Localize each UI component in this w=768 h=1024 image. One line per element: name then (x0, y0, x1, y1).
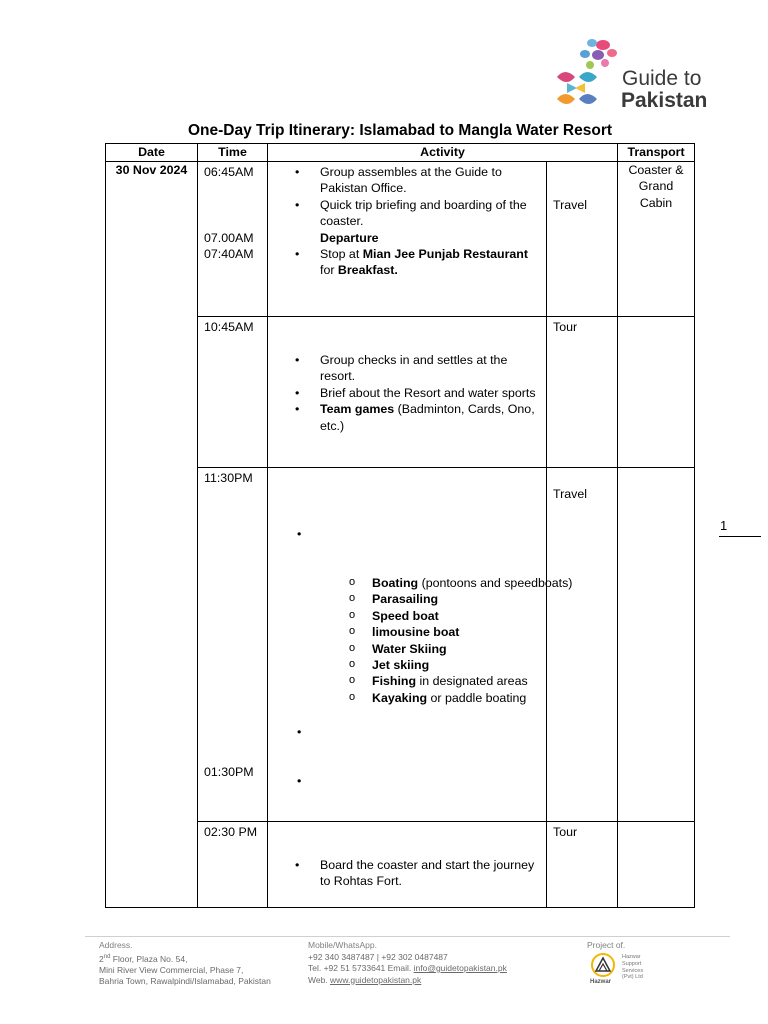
activity-item (372, 690, 622, 706)
activity-detail: or paddle boating (427, 690, 527, 705)
hazwar-emblem-icon (588, 952, 618, 980)
project-heading: Project of. (587, 940, 626, 950)
time-value: 10:45AM (204, 320, 254, 334)
hazwar-text-line: Services (622, 967, 644, 974)
activity-name: Boating (372, 576, 419, 590)
hazwar-name: Hazwar (590, 979, 612, 985)
activity-item (320, 246, 540, 279)
tel-email-line (308, 963, 507, 975)
restaurant-name: Mian Jee Punjab Restaurant (362, 247, 528, 262)
floor-rest: Floor, Plaza No. 54, (110, 953, 188, 964)
footer-divider (85, 936, 730, 937)
activity-item (372, 624, 622, 640)
time-value: 02:30 PM (204, 825, 258, 839)
transport-line: Cabin (639, 195, 673, 210)
email-link[interactable]: info@guidetopakistan.pk (413, 963, 507, 973)
type-label: Travel (553, 198, 587, 212)
activity-item: • Brief about the Resort and water sports (320, 385, 540, 401)
activity-name: Speed boat (372, 608, 439, 623)
transport-cell (618, 468, 695, 822)
web-label: Web. (308, 974, 331, 985)
time-value: 07:40AM (204, 246, 254, 261)
address-line (99, 952, 271, 965)
transport-line: Coaster & (628, 163, 684, 177)
petals-logo-icon (545, 35, 620, 120)
page-number: 1 (720, 518, 728, 533)
activity-cell (268, 317, 547, 468)
time-value: 01:30PM (204, 765, 254, 779)
activity-text: (Badminton, Cards, Ono, etc.) (320, 402, 535, 433)
transport-cell (618, 317, 695, 468)
floor-suffix: nd (103, 953, 111, 960)
activity-item (372, 591, 622, 607)
type-cell (547, 317, 618, 468)
address-line: Bahria Town, Rawalpindi/Islamabad, Pakistan (99, 976, 271, 987)
activity-text: for (320, 263, 338, 278)
footer-project (587, 940, 625, 952)
activity-item (372, 641, 622, 657)
activity-item: • Board the coaster and start the journey to Rohtas Fort. (320, 857, 540, 890)
itinerary-table (105, 143, 695, 908)
activity-name: Kayaking (372, 690, 428, 705)
mobile-heading: Mobile/WhatsApp. (308, 940, 377, 950)
table-header-row (106, 144, 695, 162)
type-label: Tour (553, 825, 578, 839)
mobile-numbers: +92 340 3487487 | +92 302 0487487 (308, 951, 448, 962)
type-label: Travel (553, 487, 587, 501)
meal-name: Breakfast. (337, 263, 398, 278)
time-cell (198, 468, 268, 822)
type-cell (547, 162, 618, 317)
activity-item (372, 608, 622, 624)
activity-item: • Group assembles at the Guide to Pakistan Office. (320, 164, 540, 197)
hazwar-subtext (622, 954, 643, 981)
time-cell (198, 822, 268, 908)
activity-name: Water Skiing (372, 641, 447, 656)
time-value: 07.00AM (204, 230, 254, 245)
activity-text: Stop at (320, 247, 363, 262)
floor-number: 2 (99, 953, 104, 964)
transport-cell (618, 822, 695, 908)
footer-address (99, 940, 271, 988)
bullet-marker: • (297, 527, 302, 541)
transport-cell (618, 162, 695, 317)
document-title: One-Day Trip Itinerary: Islamabad to Mangla Water Resort (187, 122, 613, 139)
type-label: Tour (553, 320, 578, 334)
activity-name: Parasailing (372, 592, 439, 607)
header-transport: Transport (618, 144, 695, 162)
logo-text-line1: Guide to (622, 67, 702, 90)
activity-item (372, 673, 622, 689)
logo-text-line2: Pakistan (621, 89, 708, 112)
activity-detail: (pontoons and speedboats) (418, 576, 573, 590)
bullet-marker: • (297, 725, 302, 739)
activity-cell (268, 162, 547, 317)
header-time: Time (198, 144, 268, 162)
website-link[interactable]: www.guidetopakistan.pk (330, 974, 422, 985)
hazwar-text-line: Hazwar (622, 954, 641, 960)
footer-contact (308, 940, 507, 986)
address-heading: Address. (99, 940, 133, 950)
tel-label: Tel. +92 51 5733641 Email. (308, 963, 414, 973)
header-activity: Activity (268, 144, 618, 162)
address-line: Mini River View Commercial, Phase 7, (99, 964, 244, 975)
activity-name: Jet skiing (372, 658, 430, 673)
guide-to-pakistan-logo (545, 35, 720, 120)
hazwar-logo (588, 952, 668, 992)
bullet-marker: • (297, 774, 302, 788)
trip-date: 30 Nov 2024 (106, 162, 198, 908)
activity-name: limousine boat (372, 625, 460, 640)
header-date: Date (106, 144, 198, 162)
hazwar-text-line: Support (622, 960, 642, 967)
time-cell (198, 317, 268, 468)
departure-label: Departure (320, 230, 379, 245)
team-games-label: Team games (320, 402, 395, 417)
transport-line: Grand (638, 179, 674, 194)
table-row (106, 162, 695, 317)
activity-item (320, 401, 540, 434)
time-cell (198, 162, 268, 317)
activity-item (372, 575, 622, 591)
web-line (308, 975, 507, 987)
activity-item (372, 657, 622, 673)
time-value: 11:30PM (204, 471, 253, 485)
hazwar-text-line: (Pvt) Ltd (622, 974, 643, 981)
page-number-rule (719, 536, 761, 537)
activity-name: Fishing (372, 674, 417, 689)
activity-detail: in designated areas (416, 674, 528, 689)
activity-item: • Quick trip briefing and boarding of the coaster. (320, 197, 540, 230)
time-value: 06:45AM (204, 165, 254, 179)
activity-cell (268, 822, 547, 908)
type-cell (547, 822, 618, 908)
activity-item: • Group checks in and settles at the resort. (320, 352, 540, 385)
